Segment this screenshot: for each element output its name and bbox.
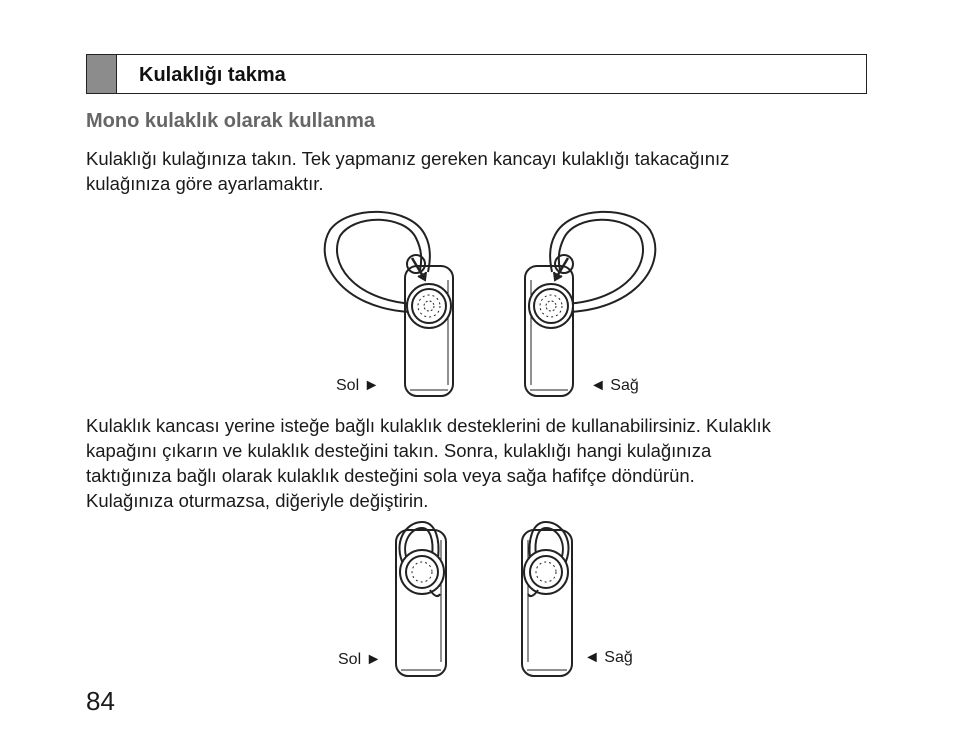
paragraph-2-line-2: kapağını çıkarın ve kulaklık desteğini takın. Sonra, kulaklığı hangi kulağınıza [86, 440, 712, 461]
section-title: Kulaklığı takma [139, 64, 286, 86]
left-headset-body [405, 266, 453, 396]
figure-2-right-label: ◄ Sağ [584, 649, 633, 666]
subheading: Mono kulaklık olarak kullanma [86, 110, 375, 132]
left-supported-headset [396, 522, 446, 676]
paragraph-1-line-2: kulağınıza göre ayarlamaktır. [86, 173, 324, 194]
ear-hook-illustration [300, 200, 680, 405]
figure-2-left-label: Sol ► [338, 651, 382, 668]
paragraph-1 [86, 146, 866, 196]
ear-hook-figure [300, 200, 680, 405]
paragraph-2-line-1: Kulaklık kancası yerine isteğe bağlı kulaklık desteklerini de kullanabilirsiniz. Kulaklık [86, 415, 771, 436]
section-header-tab [87, 55, 117, 93]
paragraph-2-line-4: Kulağınıza oturmazsa, diğeriyle değiştirin. [86, 490, 429, 511]
figure-1-left-label: Sol ► [336, 377, 380, 394]
paragraph-1-line-1: Kulaklığı kulağınıza takın. Tek yapmanız gereken kancayı kulaklığı takacağınız [86, 148, 730, 169]
paragraph-2-line-3: taktığınıza bağlı olarak kulaklık desteğini sola veya sağa hafifçe döndürün. [86, 465, 695, 486]
page-number: 84 [86, 686, 115, 716]
right-headset-body [525, 266, 573, 396]
section-header [86, 54, 867, 94]
figure-1-right-label: ◄ Sağ [590, 377, 639, 394]
ear-support-figure [300, 522, 680, 684]
paragraph-2 [86, 413, 876, 513]
right-supported-headset [522, 522, 572, 676]
